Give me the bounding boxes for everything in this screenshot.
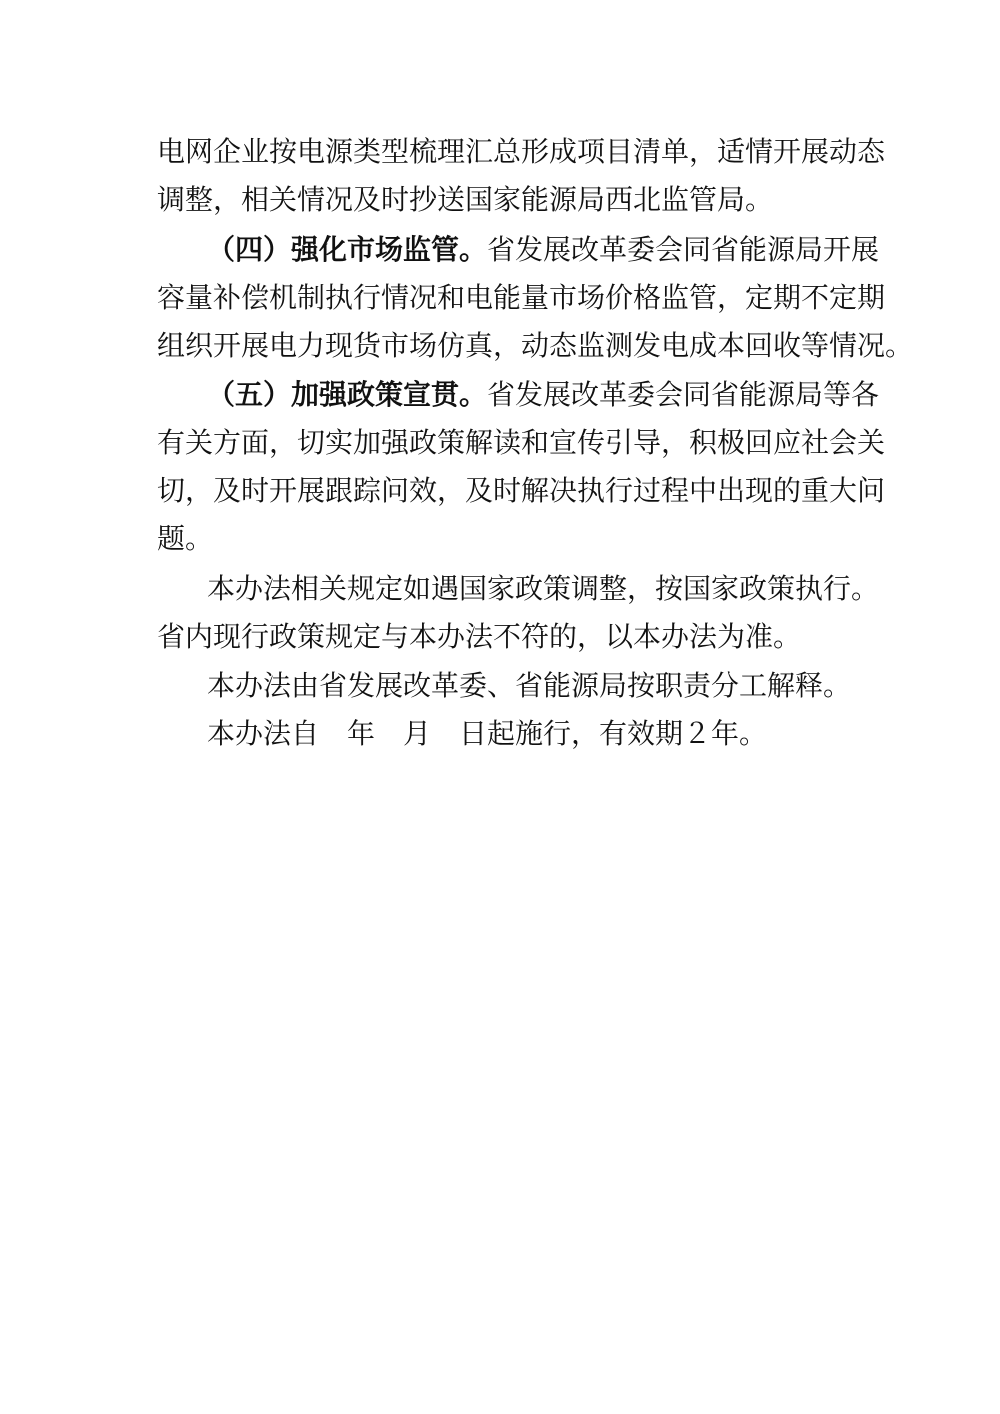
section-5-first-line xyxy=(207,371,879,419)
text-line: 本办法相关规定如遇国家政策调整，按国家政策执行。 xyxy=(207,572,880,605)
section-4-heading: （四）强化市场监管。 xyxy=(207,233,488,266)
text-line: 组织开展电力现货市场仿真，动态监测发电成本回收等情况。 xyxy=(157,329,914,362)
text-line: 切，及时开展跟踪问效，及时解决执行过程中出现的重大问 xyxy=(157,474,886,507)
text-line: 题。 xyxy=(157,522,214,555)
section-5-text: 省发展改革委会同省能源局等各 xyxy=(487,378,880,411)
effective-date-line: 本办法自 年 月 日起施行，有效期２年。 xyxy=(207,717,768,750)
section-5-heading: （五）加强政策宣贯。 xyxy=(207,378,488,411)
text-line: 调整，相关情况及时抄送国家能源局西北监管局。 xyxy=(157,183,774,216)
text-line: 有关方面，切实加强政策解读和宣传引导，积极回应社会关 xyxy=(157,426,886,459)
text-line: 电网企业按电源类型梳理汇总形成项目清单，适情开展动态 xyxy=(157,135,886,168)
text-line: 本办法由省发展改革委、省能源局按职责分工解释。 xyxy=(207,669,852,702)
section-4-text: 省发展改革委会同省能源局开展 xyxy=(487,233,880,266)
text-line: 省内现行政策规定与本办法不符的，以本办法为准。 xyxy=(157,620,802,653)
text-line: 容量补偿机制执行情况和电能量市场价格监管，定期不定期 xyxy=(157,281,886,314)
section-4-first-line xyxy=(207,226,879,274)
